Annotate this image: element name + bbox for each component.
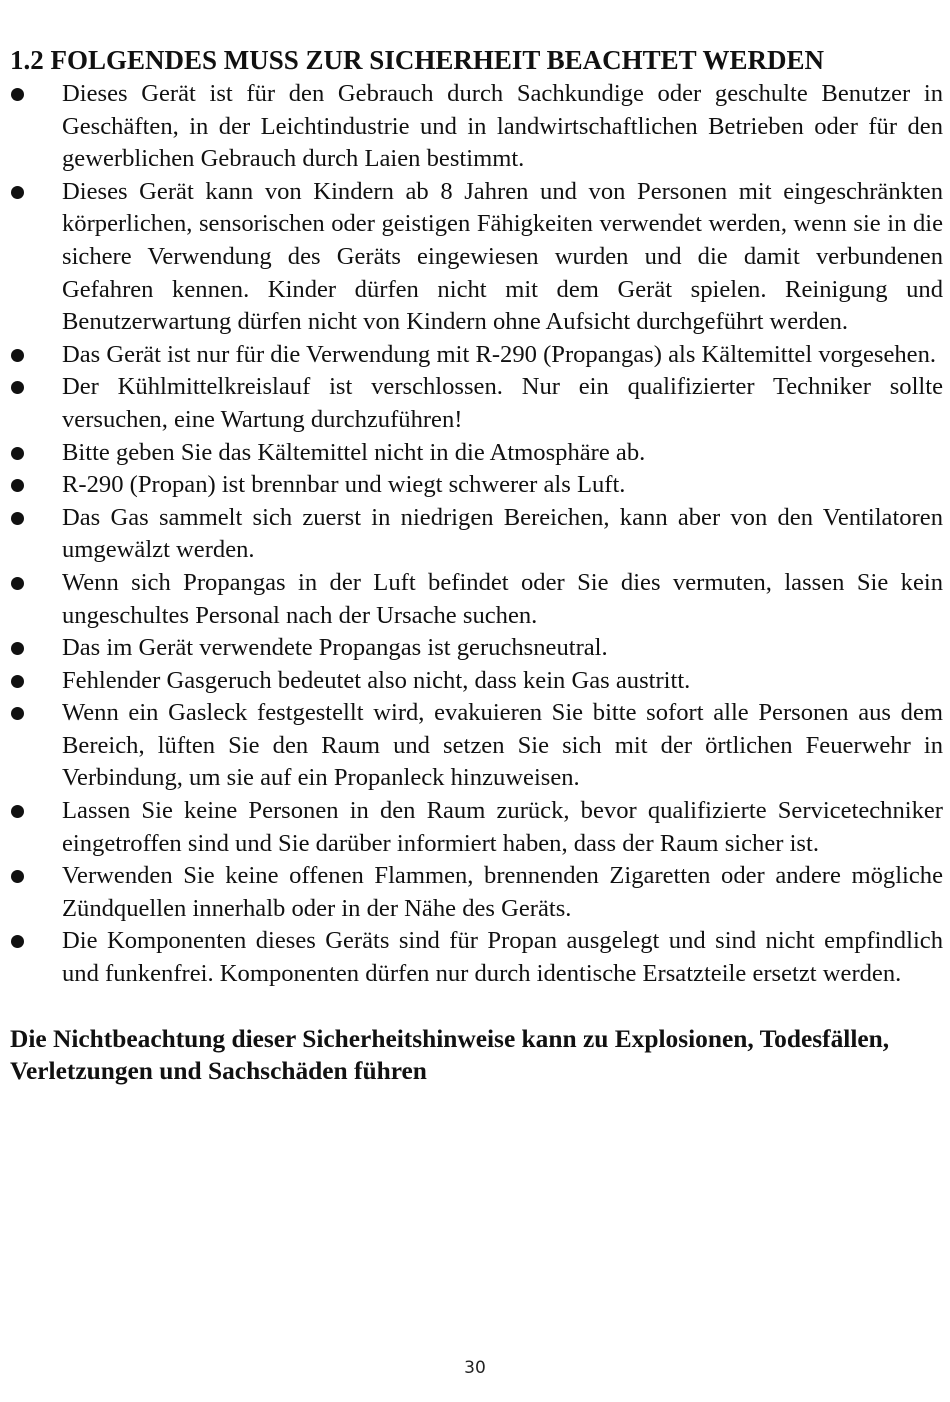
bullet-item bbox=[10, 795, 943, 860]
bullet-item bbox=[10, 469, 943, 502]
bullet-icon bbox=[11, 512, 24, 525]
bullet-icon bbox=[11, 381, 24, 394]
bullet-icon bbox=[11, 805, 24, 818]
bullet-text: Verwenden Sie keine offenen Flammen, brennenden Zigaretten oder andere mögliche Zündquellen innerhalb oder in der Nähe des Geräts. bbox=[62, 862, 943, 922]
bullet-icon bbox=[11, 935, 24, 948]
bullet-icon bbox=[11, 577, 24, 590]
bullet-item bbox=[10, 371, 943, 436]
bullet-text: Das Gerät ist nur für die Verwendung mit R-290 (Propangas) als Kältemittel vorgesehen. bbox=[62, 340, 937, 368]
bullet-item bbox=[10, 632, 943, 665]
bullet-icon bbox=[11, 479, 24, 492]
bullet-icon bbox=[11, 447, 24, 460]
bullet-text: Das Gas sammelt sich zuerst in niedrigen Bereichen, kann aber von den Ventilatoren umgewälzt werden. bbox=[62, 503, 943, 564]
bullet-text: R-290 (Propan) ist brennbar und wiegt schwerer als Luft. bbox=[62, 471, 626, 499]
bullet-text: Wenn ein Gasleck festgestellt wird, evakuieren Sie bitte sofort alle Personen aus dem Bereich, lüften Sie den Raum und setzen Sie sich mit der örtlichen Feuerwehr in Verbindung, um sie auf ein Propanleck hinzuweisen. bbox=[62, 699, 943, 792]
bullet-item bbox=[10, 860, 943, 925]
bullet-icon bbox=[11, 349, 24, 362]
safety-warning: Die Nichtbeachtung dieser Sicherheitshinweise kann zu Explosionen, Todesfällen, Verletzungen und Sachschäden führen bbox=[10, 1024, 890, 1086]
bullet-icon bbox=[11, 707, 24, 720]
bullet-icon bbox=[11, 675, 24, 688]
bullet-item bbox=[10, 665, 943, 698]
bullet-item bbox=[10, 78, 943, 176]
bullet-text: Die Komponenten dieses Geräts sind für Propan ausgelegt und sind nicht empfindlich und funkenfrei. Komponenten dürfen nur durch identische Ersatzteile ersetzt werden. bbox=[62, 927, 943, 988]
section-heading: 1.2 FOLGENDES MUSS ZUR SICHERHEIT BEACHTET WERDEN bbox=[10, 45, 824, 75]
document-page bbox=[10, 44, 943, 1088]
bullet-item bbox=[10, 925, 943, 990]
bullet-text: Dieses Gerät ist für den Gebrauch durch Sachkundige oder geschulte Benutzer in Geschäften, in der Leichtindustrie und in landwirtschaftlichen Betrieben oder für den gewerblichen Gebrauch durch Laien bestimmt. bbox=[62, 80, 943, 173]
bullet-icon bbox=[11, 186, 24, 199]
bullet-icon bbox=[11, 870, 24, 883]
bullet-item bbox=[10, 697, 943, 795]
bullet-text: Das im Gerät verwendete Propangas ist geruchsneutral. bbox=[62, 634, 608, 662]
bullet-item bbox=[10, 502, 943, 567]
bullet-text: Dieses Gerät kann von Kindern ab 8 Jahren und von Personen mit eingeschränkten körperlichen, sensorischen oder geistigen Fähigkeiten verwendet werden, wenn sie in die sichere Verwendung des Geräts eingewiesen wurden und die damit verbundenen Gefahren kennen. Kinder dürfen nicht mit dem Gerät spielen. Reinigung und Benutzerwartung dürfen nicht von Kindern ohne Aufsicht durchgeführt werden. bbox=[62, 177, 943, 336]
safety-bullet-list bbox=[10, 78, 943, 991]
bullet-item bbox=[10, 339, 943, 372]
bullet-text: Fehlender Gasgeruch bedeutet also nicht, dass kein Gas austritt. bbox=[62, 666, 691, 694]
bullet-item bbox=[10, 437, 943, 470]
bullet-item bbox=[10, 176, 943, 339]
bullet-text: Wenn sich Propangas in der Luft befindet oder Sie dies vermuten, lassen Sie kein ungeschultes Personal nach der Ursache suchen. bbox=[62, 568, 943, 629]
bullet-text: Bitte geben Sie das Kältemittel nicht in die Atmosphäre ab. bbox=[62, 438, 646, 466]
bullet-item bbox=[10, 567, 943, 632]
page-number: 30 bbox=[464, 1358, 486, 1378]
bullet-icon bbox=[11, 642, 24, 655]
bullet-text: Der Kühlmittelkreislauf ist verschlossen. Nur ein qualifizierter Techniker sollte versuchen, eine Wartung durchzuführen! bbox=[62, 373, 943, 433]
bullet-text: Lassen Sie keine Personen in den Raum zurück, bevor qualifizierte Servicetechniker eingetroffen sind und Sie darüber informiert haben, dass der Raum sicher ist. bbox=[62, 797, 943, 857]
bullet-icon bbox=[11, 88, 24, 101]
